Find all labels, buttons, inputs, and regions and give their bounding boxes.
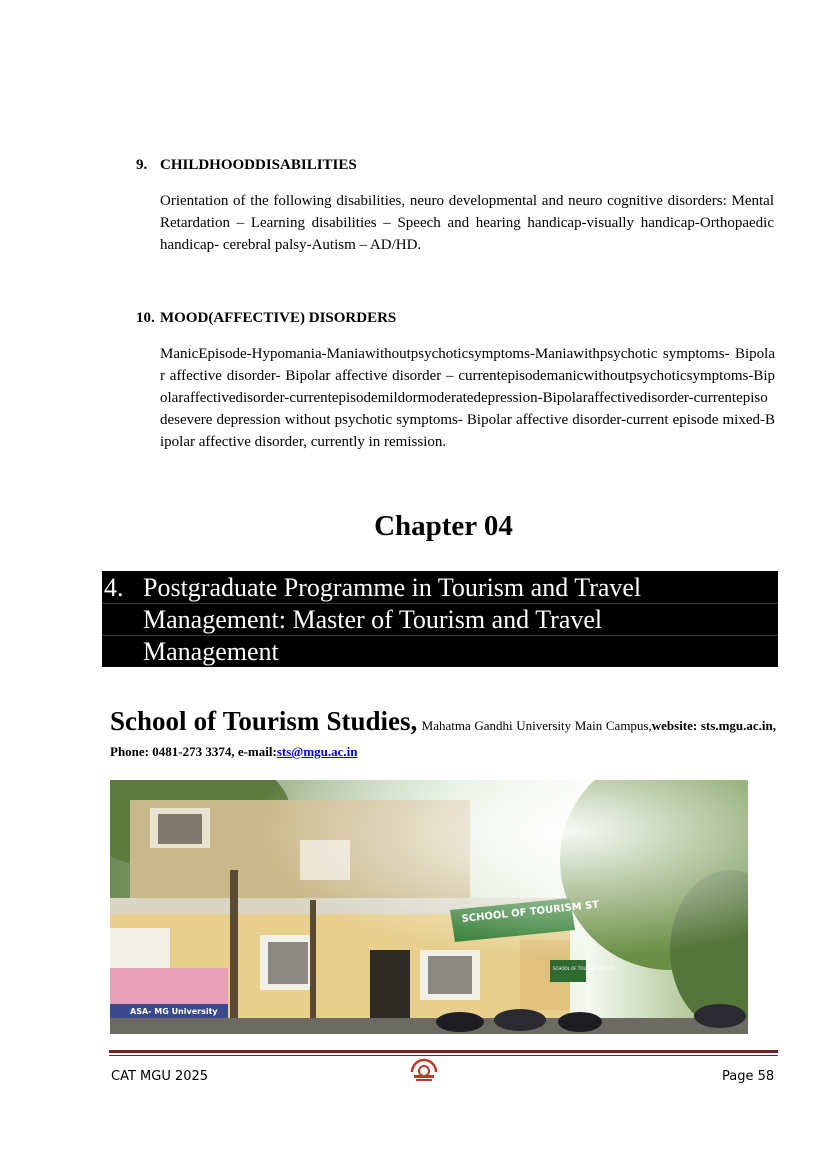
section-10-number: 10.: [136, 310, 155, 326]
banner-text-2: Management: Master of Tourism and Travel: [143, 605, 603, 634]
school-contact: website: sts.mgu.ac.in, Phone: 0481-273 3374, e-mail:: [110, 718, 776, 759]
school-name: School of Tourism Studies,: [110, 706, 418, 736]
banner-number: 4.: [104, 573, 124, 602]
section-10-title: MOOD(AFFECTIVE) DISORDERS: [160, 310, 397, 326]
university-logo-icon: [410, 1058, 438, 1082]
school-building-photo: [110, 780, 748, 1034]
section-9-number: 9.: [136, 157, 148, 173]
footer-left: CAT MGU 2025: [111, 1069, 209, 1084]
section-10-body: ManicEpisode-Hypomania-Maniawithoutpsychoticsymptoms-Maniawithpsychotic symptoms- Bipolar affective disorder- Bipolar affective disorder – currentepisodemanicwithoutpsychoticsymptoms-Bipolaraffectivedisorder-currentepisodemildormoderatedepression-Bipolaraffectivedisorder-currentepisodesevere depression without psychotic symptoms- Bipolar affective disorder-current episode mixed-Bipolar affective disorder, currently in remission.: [160, 346, 775, 450]
school-location: Mahatma Gandhi University Main Campus,: [421, 718, 652, 733]
chapter-heading: Chapter 04: [374, 510, 513, 542]
school-email-link[interactable]: sts@mgu.ac.in: [276, 744, 358, 759]
school-info: [110, 708, 776, 765]
banner-text-3: Management: [143, 637, 279, 666]
section-9-body: Orientation of the following disabilities, neuro developmental and neuro cognitive disorders: Mental Retardation – Learning disabilities – Speech and hearing handicap-visually handicap-Orthopaedic handicap- cerebral palsy-Autism – AD/HD.: [160, 193, 774, 253]
footer-rule-thin: [109, 1055, 778, 1056]
banner-line-3: [102, 636, 778, 667]
banner-line-2: [102, 604, 778, 636]
programme-banner: [102, 571, 778, 667]
banner-line-1: [102, 572, 778, 604]
page-number: Page 58: [722, 1069, 775, 1084]
section-9-title: CHILDHOODDISABILITIES: [160, 157, 357, 173]
footer-rule-thick: [109, 1050, 778, 1053]
banner-text-1: Postgraduate Programme in Tourism and Travel: [143, 573, 642, 602]
